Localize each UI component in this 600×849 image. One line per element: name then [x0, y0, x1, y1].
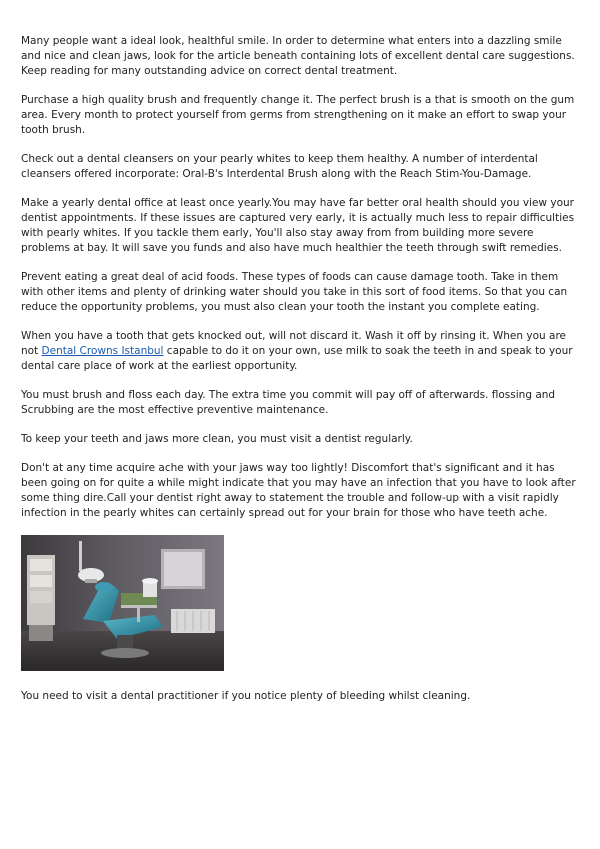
paragraph-text: capable to do it on your own, use milk to soak the teeth in and speak to your dental care place of work at the earliest opportunity. [21, 345, 573, 372]
paragraph-acid-foods: Prevent eating a great deal of acid foods. These types of foods can cause damage tooth. Take in them with other items and plenty of drinking water should you take in this sort of food items. So that you can reduce the opportunity problems, you must also clean your tooth the instant you complete eating. [21, 271, 568, 313]
paragraph-text: When you have a tooth that gets knocked out, will not discard it. Wash it off by rinsing it. When you are not [21, 330, 567, 357]
paragraph-knocked-out-tooth [21, 329, 578, 374]
paragraph-interdental: Check out a dental cleansers on your pearly whites to keep them healthy. A number of interdental cleansers offered incorporate: Oral-B's Interdental Brush along with the Reach Stim-You-Damage. [21, 153, 538, 180]
paragraph-brush-floss: You must brush and floss each day. The extra time you commit will pay off of afterwards. flossing and Scrubbing are the most effective preventive maintenance. [21, 389, 556, 416]
paragraph-visit-dentist: To keep your teeth and jaws more clean, you must visit a dentist regularly. [21, 433, 413, 445]
dental-office-photo [21, 535, 224, 671]
paragraph-intro: Many people want a ideal look, healthful smile. In order to determine what enters into a dazzling smile and nice and clean jaws, look for the article beneath containing lots of excellent dental care suggestions. Keep reading for many outstanding advice on correct dental treatment. [21, 35, 575, 77]
paragraph-yearly-visit: Make a yearly dental office at least once yearly.You may have far better oral health should you view your dentist appointments. If these issues are captured very early, it is actually much less to repair difficulties with pearly whites. If you tackle them early, You'll also stay away from from building more severe problems at bay. It will save you funds and also have much healthier the teeth through swift remedies. [21, 197, 575, 254]
paragraph-bleeding: You need to visit a dental practitioner if you notice plenty of bleeding whilst cleaning. [21, 690, 471, 702]
paragraph-pain: Don't at any time acquire ache with your jaws way too lightly! Discomfort that's significant and it has been going on for quite a while might indicate that you may have an infection that you have to look after some thing dire.Call your dentist right away to statement the trouble and follow-up with a visit rapidly infection in the pearly whites can certainly spread out for your brain for those who have teeth ache. [21, 462, 576, 519]
dental-crowns-link[interactable]: Dental Crowns Istanbul [41, 345, 164, 357]
dental-chair-image [21, 535, 224, 671]
paragraph-toothbrush: Purchase a high quality brush and frequently change it. The perfect brush is a that is smooth on the gum area. Every month to protect yourself from germs from strengthening on it make an effort to swap your tooth brush. [21, 94, 575, 136]
